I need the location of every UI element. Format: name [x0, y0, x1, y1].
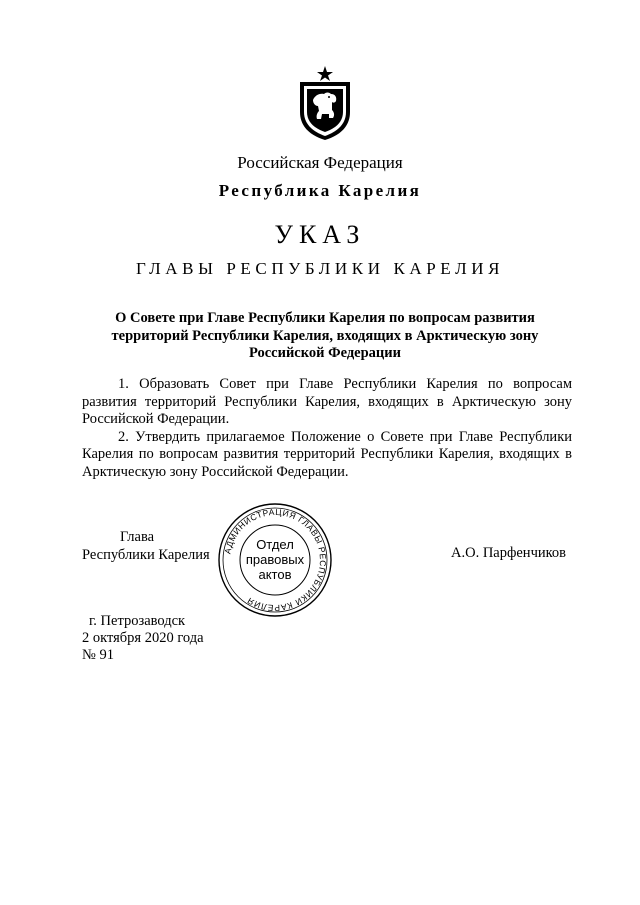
signatory-position-line: Глава	[120, 529, 155, 545]
stamp-center-line: Отдел	[256, 537, 294, 552]
decree-number: № 91	[82, 647, 114, 663]
decree-body	[82, 376, 572, 481]
stamp-center-line: актов	[258, 567, 292, 582]
decree-title-line: О Совете при Главе Республики Карелия по вопросам развития	[115, 310, 535, 326]
signatory-position-line: Республики Карелия	[82, 547, 210, 563]
country-name: Российская Федерация	[237, 153, 403, 172]
decree-title-line: Российской Федерации	[248, 345, 401, 361]
document-issuer: ГЛАВЫ РЕСПУБЛИКИ КАРЕЛИЯ	[135, 259, 505, 278]
stamp-ring-text: АДМИНИСТРАЦИЯ ГЛАВЫ РЕСПУБЛИКИ КАРЕЛИЯ	[222, 506, 329, 614]
karelia-coat-of-arms-icon	[296, 66, 354, 140]
signatory-position	[82, 528, 210, 564]
issue-city: г. Петрозаводск	[89, 613, 186, 629]
republic-name: Республика Карелия	[218, 181, 422, 200]
decree-footer	[82, 613, 204, 664]
body-paragraph-1: 1. Образовать Совет при Главе Республики Карелия по вопросам развития территорий Республики Карелия, входящих в Арктическую зону Российской Федерации.	[82, 376, 572, 427]
document-type: УКАЗ	[274, 220, 366, 249]
decree-title	[80, 310, 570, 363]
signatory-name: А.О. Парфенчиков	[451, 545, 567, 561]
decree-title-line: территорий Республики Карелия, входящих в Арктическую зону	[111, 327, 539, 344]
issue-date: 2 октября 2020 года	[82, 630, 204, 646]
body-paragraph-2: 2. Утвердить прилагаемое Положение о Совете при Главе Республики Карелия по вопросам развития территорий Республики Карелия, входящих в Арктическую зону Российской Федерации.	[82, 428, 572, 480]
stamp-center-line: правовых	[245, 552, 305, 567]
official-stamp	[216, 501, 334, 619]
